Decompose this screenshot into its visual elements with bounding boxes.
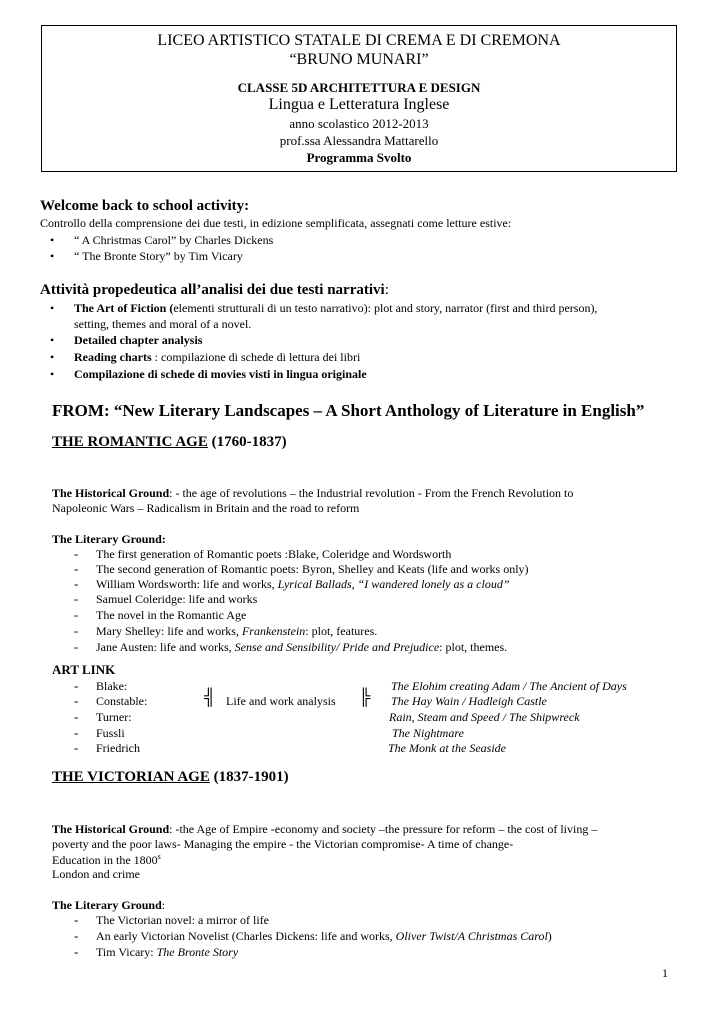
dash: - [74,576,79,591]
dash: - [74,740,79,755]
list-item [96,624,377,639]
propedeutica-title-text: Attività propedeutica all’analisi dei due testi narrativi [40,282,385,298]
dash: - [74,546,79,561]
art-artist: Friedrich [96,741,140,755]
romantic-age-title: THE ROMANTIC AGE [52,434,208,450]
historical-ground-text: : -the Age of Empire -economy and society –the pressure for reform – the cost of living – [169,822,598,836]
literary-ground [52,898,165,913]
art-of-fiction: The Art of Fiction ( [74,301,174,315]
item-text: Jane Austen: life and works, [96,640,235,654]
bullet: • [50,333,55,347]
historical-ground-label: The Historical Ground [52,822,170,836]
art-of-fiction-desc: elementi strutturali di un testo narrativo): plot and story, narrator (first and third person), [173,301,598,315]
art-center-label: Life and work analysis [226,694,336,708]
propedeutica-title [40,282,389,299]
dash: - [74,944,79,959]
item-text: Tim Vicary: [96,945,157,959]
education-sup: s [157,852,161,861]
from-label: FROM [52,401,104,420]
historical-ground [52,822,597,837]
reading-charts-desc: : compilazione di schede di lettura dei libri [151,350,361,364]
list-item: Detailed chapter analysis [74,333,203,347]
page-number: 1 [662,966,668,980]
list-item [74,301,597,316]
historical-ground-cont: London and crime [52,867,140,881]
art-artist: Fussli [96,726,125,740]
historical-ground-cont: poverty and the poor laws- Managing the empire - the Victorian compromise- A time of change- [52,837,514,851]
romantic-age-heading [52,434,287,451]
literary-ground-label: The Literary Ground: [52,532,166,546]
art-artist: Blake: [96,679,128,693]
bullet: • [50,350,55,364]
item-after: : plot, themes. [439,640,508,654]
dash: - [74,693,79,708]
list-item [96,577,510,592]
literary-ground-colon: : [161,898,166,912]
dash: - [74,709,79,724]
school-title: LICEO ARTISTICO STATALE DI CREMA E DI CREMONA [157,32,561,49]
item-text: Mary Shelley: life and works, [96,624,242,638]
dash: - [74,607,79,622]
item-after: ) [547,929,552,943]
from-colon: : [103,401,110,420]
bullet: • [50,249,55,263]
bullet: • [50,367,55,381]
dash: - [74,678,79,693]
historical-ground [52,486,573,501]
education-text: Education in the 1800 [52,853,158,867]
item-italic: Lyrical Ballads, “I wandered lonely as a cloud” [277,577,510,591]
school-year: anno scolastico 2012-2013 [289,116,429,131]
list-item [74,350,360,365]
dash: - [74,912,79,927]
dash: - [74,725,79,740]
dash: - [74,561,79,576]
art-work: The Elohim creating Adam / The Ancient of Days [391,679,627,693]
art-work: Rain, Steam and Speed / The Shipwreck [389,710,580,724]
anthology-title: “New Literary Landscapes – A Short Anthology of Literature in English” [109,401,645,420]
list-item: Compilazione di schede di movies visti in lingua originale [74,367,367,381]
literary-ground-label: The Literary Ground [52,898,162,912]
subject: Lingua e Letteratura Inglese [268,96,450,113]
historical-ground-text: : - the age of revolutions – the Industrial revolution - From the French Revolution to [169,486,574,500]
victorian-age-title: THE VICTORIAN AGE [52,769,210,785]
propedeutica-colon: : [384,282,389,298]
brace-left-icon: ╣ [204,689,216,706]
art-work: The Nightmare [392,726,464,740]
list-item [96,945,238,960]
brace-right-icon: ╠ [359,689,371,706]
item-text: William Wordsworth: life and works, [96,577,278,591]
list-item: The Victorian novel: a mirror of life [96,913,269,927]
dash: - [74,591,79,606]
class-label: CLASSE 5D ARCHITETTURA E DESIGN [237,80,481,95]
item-italic: The Bronte Story [156,945,239,959]
list-item [96,640,507,655]
list-item: “ The Bronte Story” by Tim Vicary [74,249,243,263]
school-name: “BRUNO MUNARI” [289,51,429,68]
bullet: • [50,233,55,247]
list-item: “ A Christmas Carol” by Charles Dickens [74,233,274,247]
dash: - [74,928,79,943]
from-heading [52,401,644,421]
art-work: The Monk at the Seaside [388,741,506,755]
list-item [96,929,552,944]
list-item: The second generation of Romantic poets: Byron, Shelley and Keats (life and works only) [96,562,529,576]
art-artist: Turner: [96,710,132,724]
item-text: An early Victorian Novelist (Charles Dickens: life and works, [96,929,396,943]
header-box [41,25,677,172]
welcome-intro: Controllo della comprensione dei due testi, in edizione semplificata, assegnati come letture estive: [40,216,512,230]
historical-ground-cont [52,852,161,868]
victorian-age-heading [52,769,289,786]
item-italic: Frankenstein [241,624,306,638]
programme-label: Programma Svolto [306,150,412,165]
dash: - [74,623,79,638]
victorian-age-dates: (1837-1901) [209,769,289,785]
list-item: The first generation of Romantic poets :Blake, Coleridge and Wordsworth [96,547,452,561]
reading-charts: Reading charts [74,350,152,364]
item-after: : plot, features. [305,624,378,638]
item-italic: Sense and Sensibility/ Pride and Prejudice [234,640,440,654]
list-item-cont: setting, themes and moral of a novel. [74,317,252,331]
list-item: Samuel Coleridge: life and works [96,592,258,606]
art-work: The Hay Wain / Hadleigh Castle [391,694,547,708]
teacher: prof.ssa Alessandra Mattarello [279,133,439,148]
historical-ground-label: The Historical Ground [52,486,170,500]
art-artist: Constable: [96,694,148,708]
dash: - [74,639,79,654]
historical-ground-cont: Napoleonic Wars – Radicalism in Britain and the road to reform [52,501,360,515]
art-link-label: ART LINK [52,662,116,677]
list-item: The novel in the Romantic Age [96,608,247,622]
romantic-age-dates: (1760-1837) [207,434,287,450]
bullet: • [50,301,55,315]
item-italic: Oliver Twist/A Christmas Carol [395,929,548,943]
welcome-title: Welcome back to school activity: [40,198,250,214]
